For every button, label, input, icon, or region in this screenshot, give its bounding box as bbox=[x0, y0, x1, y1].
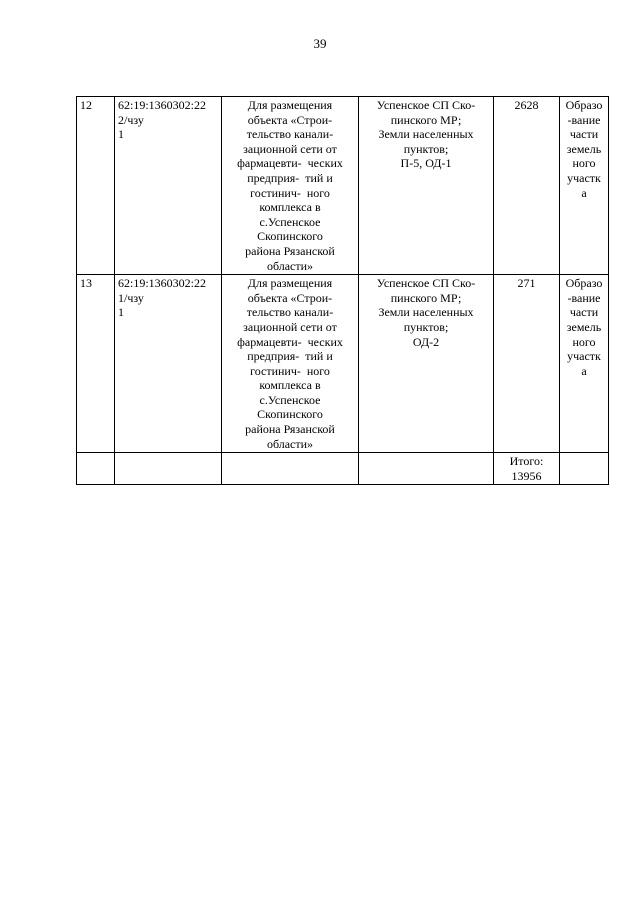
location-cell: Успенское СП Ско- пинского МР; Земли населенных пунктов; ОД-2 bbox=[359, 275, 494, 453]
table-row bbox=[77, 97, 609, 275]
empty-cell bbox=[115, 453, 222, 485]
total-row bbox=[77, 453, 609, 485]
empty-cell bbox=[359, 453, 494, 485]
row-number-cell: 12 bbox=[77, 97, 115, 275]
table-row bbox=[77, 275, 609, 453]
row-number-cell: 13 bbox=[77, 275, 115, 453]
cadastral-number-cell: 62:19:1360302:22 1/чзу 1 bbox=[115, 275, 222, 453]
purpose-cell: Для размещения объекта «Строи- тельство канали- зационной сети от фармацевти- ческих предприя- тий и гостинич- ного комплекса в с.Успенское Скопинского района Рязанской области» bbox=[222, 97, 359, 275]
note-cell: Образо -вание части земель ного участк а bbox=[560, 97, 609, 275]
cadastral-number-cell: 62:19:1360302:22 2/чзу 1 bbox=[115, 97, 222, 275]
purpose-cell: Для размещения объекта «Строи- тельство канали- зационной сети от фармацевти- ческих предприя- тий и гостинич- ного комплекса в с.Успенское Скопинского района Рязанской области» bbox=[222, 275, 359, 453]
area-cell: 2628 bbox=[494, 97, 560, 275]
land-plots-table bbox=[76, 96, 609, 485]
area-cell: 271 bbox=[494, 275, 560, 453]
page-number: 39 bbox=[313, 36, 327, 51]
empty-cell bbox=[560, 453, 609, 485]
note-cell: Образо -вание части земель ного участк а bbox=[560, 275, 609, 453]
empty-cell bbox=[222, 453, 359, 485]
total-cell: Итого: 13956 bbox=[494, 453, 560, 485]
empty-cell bbox=[77, 453, 115, 485]
location-cell: Успенское СП Ско- пинского МР; Земли населенных пунктов; П-5, ОД-1 bbox=[359, 97, 494, 275]
